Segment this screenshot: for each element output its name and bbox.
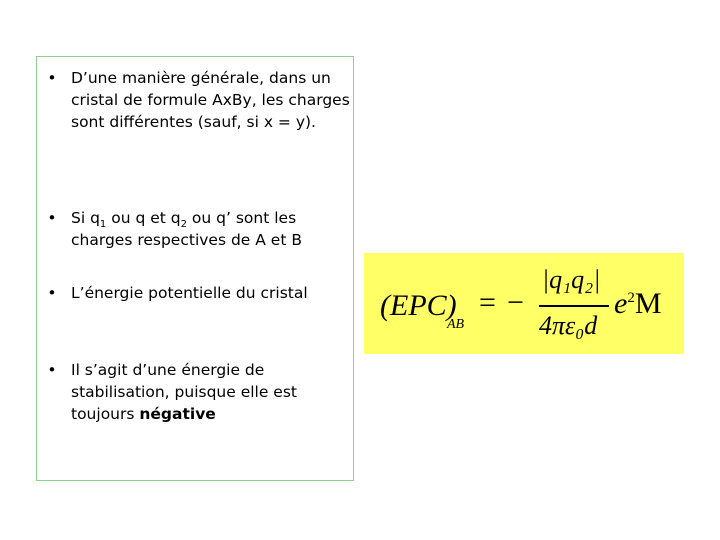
formula-madelung: M xyxy=(634,287,662,320)
charges-text-mid: ou q et q xyxy=(106,209,181,227)
bullet-text-charges xyxy=(71,207,361,251)
bullet-text-stabilisation xyxy=(71,359,361,425)
bullet-text-energy: L’énergie potentielle du cristal xyxy=(71,284,308,302)
energy-formula xyxy=(364,253,684,354)
formula-numerator: |q₁q₂| xyxy=(542,265,601,294)
formula-equals: = xyxy=(479,286,496,319)
bullet-text-general: D’une manière générale, dans un cristal de formule AxBy, les charges sont différentes (sauf, si x = y). xyxy=(71,69,350,131)
charges-text-pre: Si q xyxy=(71,209,100,227)
content-card xyxy=(36,56,354,481)
formula-denominator: 4πε₀d xyxy=(539,311,598,340)
charges-text-post: ou q’ sont les charges respectives de A et B xyxy=(71,209,302,249)
formula-minus: − xyxy=(507,286,524,319)
stabilisation-text: Il s’agit d’une énergie de stabilisation, puisque elle est toujours xyxy=(71,361,297,423)
formula-box xyxy=(364,253,684,354)
charges-sub-2: 2 xyxy=(180,219,187,231)
bullet-dot-icon: • xyxy=(47,209,57,227)
formula-lhs: (EPC) xyxy=(380,289,457,322)
negative-word: négative xyxy=(139,405,216,423)
bullet-dot-icon: • xyxy=(47,284,57,302)
charges-sub-1: 1 xyxy=(99,219,107,231)
bullet-dot-icon: • xyxy=(47,69,57,87)
bullet-dot-icon: • xyxy=(47,361,57,379)
formula-factor-exponent: 2 xyxy=(627,290,635,306)
fraction-bar xyxy=(539,305,609,307)
formula-factor xyxy=(614,287,662,321)
formula-lhs-subscript: AB xyxy=(447,317,465,332)
formula-factor-e: e xyxy=(614,287,628,320)
